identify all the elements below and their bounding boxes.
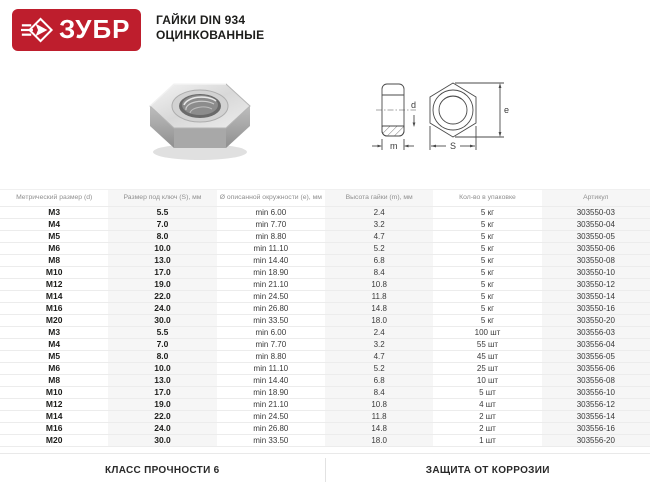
diagram-label-d: d bbox=[411, 100, 417, 110]
table-cell: 10.8 bbox=[325, 279, 433, 291]
footer bbox=[0, 453, 650, 486]
table-cell: min 8.80 bbox=[217, 351, 325, 363]
table-cell: min 33.50 bbox=[217, 435, 325, 447]
table-cell: 5 кг bbox=[433, 267, 541, 279]
table-cell: М16 bbox=[0, 303, 108, 315]
table-cell: 22.0 bbox=[108, 291, 216, 303]
table-cell: 19.0 bbox=[108, 399, 216, 411]
table-cell: 100 шт bbox=[433, 327, 541, 339]
table-cell: 303550-04 bbox=[542, 219, 650, 231]
table-cell: 5 кг bbox=[433, 303, 541, 315]
table-cell: 303550-05 bbox=[542, 231, 650, 243]
header bbox=[0, 0, 650, 60]
table-cell: 5 кг bbox=[433, 243, 541, 255]
table-cell: min 24.50 bbox=[217, 411, 325, 423]
table-cell: 5 кг bbox=[433, 291, 541, 303]
table-cell: 303550-03 bbox=[542, 207, 650, 219]
title-line-1: ГАЙКИ DIN 934 bbox=[156, 13, 246, 27]
table-cell: 5 кг bbox=[433, 315, 541, 327]
table-cell: 303550-20 bbox=[542, 315, 650, 327]
table-cell: min 8.80 bbox=[217, 231, 325, 243]
column-header: Высота гайки (m), мм bbox=[325, 190, 433, 207]
table-cell: min 24.50 bbox=[217, 291, 325, 303]
column-header: Размер под ключ (S), мм bbox=[108, 190, 216, 207]
zubr-logo bbox=[12, 9, 141, 51]
table-cell: М12 bbox=[0, 399, 108, 411]
table-cell: 303556-20 bbox=[542, 435, 650, 447]
table-cell: М6 bbox=[0, 243, 108, 255]
table-cell: М20 bbox=[0, 435, 108, 447]
footer-corrosion-protection: ЗАЩИТА ОТ КОРРОЗИИ bbox=[425, 464, 550, 476]
table-cell: М4 bbox=[0, 339, 108, 351]
table-cell: М8 bbox=[0, 375, 108, 387]
column-header: Артикул bbox=[542, 190, 650, 207]
table-cell: 5 шт bbox=[433, 387, 541, 399]
table-cell: min 11.10 bbox=[217, 363, 325, 375]
table-cell: 8.0 bbox=[108, 351, 216, 363]
table-row bbox=[0, 399, 650, 411]
table-row bbox=[0, 339, 650, 351]
table-cell: М3 bbox=[0, 207, 108, 219]
table-cell: 303556-08 bbox=[542, 375, 650, 387]
title-line-2: ОЦИНКОВАННЫЕ bbox=[156, 28, 265, 42]
table-cell: 1 шт bbox=[433, 435, 541, 447]
table-header-row bbox=[0, 190, 650, 207]
table-cell: 45 шт bbox=[433, 351, 541, 363]
table-head bbox=[0, 190, 650, 207]
table-row bbox=[0, 219, 650, 231]
table-cell: min 21.10 bbox=[217, 399, 325, 411]
table-cell: М14 bbox=[0, 291, 108, 303]
table-cell: 303556-03 bbox=[542, 327, 650, 339]
table-cell: М5 bbox=[0, 351, 108, 363]
table-cell: 4 шт bbox=[433, 399, 541, 411]
table-cell: 5.5 bbox=[108, 207, 216, 219]
arrow-diamond-icon bbox=[19, 13, 57, 47]
table-cell: 5 кг bbox=[433, 279, 541, 291]
table-row bbox=[0, 267, 650, 279]
table-cell: min 6.00 bbox=[217, 327, 325, 339]
table-cell: 303556-12 bbox=[542, 399, 650, 411]
table-cell: 30.0 bbox=[108, 315, 216, 327]
diagram-label-m: m bbox=[390, 141, 398, 151]
table-cell: М10 bbox=[0, 387, 108, 399]
table-cell: 4.7 bbox=[325, 351, 433, 363]
table-cell: 25 шт bbox=[433, 363, 541, 375]
table-cell: 24.0 bbox=[108, 423, 216, 435]
table-cell: М8 bbox=[0, 255, 108, 267]
table-row bbox=[0, 387, 650, 399]
table-row bbox=[0, 363, 650, 375]
table-cell: 24.0 bbox=[108, 303, 216, 315]
table-cell: 3.2 bbox=[325, 219, 433, 231]
table-cell: М10 bbox=[0, 267, 108, 279]
table-cell: min 26.80 bbox=[217, 423, 325, 435]
spec-table bbox=[0, 189, 650, 447]
table-row bbox=[0, 423, 650, 435]
table-cell: min 11.10 bbox=[217, 243, 325, 255]
table-row bbox=[0, 411, 650, 423]
table-cell: 303550-10 bbox=[542, 267, 650, 279]
table-cell: 5.2 bbox=[325, 363, 433, 375]
column-header: Ø описанной окружности (e), мм bbox=[217, 190, 325, 207]
table-cell: 55 шт bbox=[433, 339, 541, 351]
table-cell: 303550-14 bbox=[542, 291, 650, 303]
diagram-label-s: S bbox=[450, 141, 457, 151]
table-cell: 10.0 bbox=[108, 363, 216, 375]
nut-photo bbox=[140, 64, 260, 166]
table-body bbox=[0, 207, 650, 447]
table-cell: 303556-05 bbox=[542, 351, 650, 363]
table-row bbox=[0, 255, 650, 267]
table-row bbox=[0, 279, 650, 291]
table-cell: 14.8 bbox=[325, 423, 433, 435]
table-cell: М14 bbox=[0, 411, 108, 423]
table-cell: 2.4 bbox=[325, 327, 433, 339]
table-cell: 5 кг bbox=[433, 219, 541, 231]
table-cell: 8.4 bbox=[325, 387, 433, 399]
table-cell: min 6.00 bbox=[217, 207, 325, 219]
table-cell: 7.0 bbox=[108, 219, 216, 231]
table-cell: 17.0 bbox=[108, 267, 216, 279]
table-cell: 18.0 bbox=[325, 435, 433, 447]
table-row bbox=[0, 435, 650, 447]
column-header: Метрический размер (d) bbox=[0, 190, 108, 207]
table-row bbox=[0, 375, 650, 387]
table-cell: 6.8 bbox=[325, 375, 433, 387]
table-cell: 303550-12 bbox=[542, 279, 650, 291]
table-cell: 303556-14 bbox=[542, 411, 650, 423]
table-cell: 5 кг bbox=[433, 207, 541, 219]
table-cell: min 7.70 bbox=[217, 339, 325, 351]
table-cell: 11.8 bbox=[325, 291, 433, 303]
table-cell: 2 шт bbox=[433, 411, 541, 423]
table-cell: 5 кг bbox=[433, 231, 541, 243]
table-cell: min 26.80 bbox=[217, 303, 325, 315]
table-row bbox=[0, 207, 650, 219]
table-cell: 13.0 bbox=[108, 375, 216, 387]
table-cell: М12 bbox=[0, 279, 108, 291]
table-cell: 5 кг bbox=[433, 255, 541, 267]
table-cell: 10.8 bbox=[325, 399, 433, 411]
table-cell: min 18.90 bbox=[217, 387, 325, 399]
table-cell: 10 шт bbox=[433, 375, 541, 387]
table-cell: 303550-16 bbox=[542, 303, 650, 315]
table-cell: 7.0 bbox=[108, 339, 216, 351]
table-cell: М4 bbox=[0, 219, 108, 231]
table-cell: 303556-04 bbox=[542, 339, 650, 351]
table-cell: М5 bbox=[0, 231, 108, 243]
table-cell: 18.0 bbox=[325, 315, 433, 327]
table-row bbox=[0, 291, 650, 303]
nut-dimension-diagram bbox=[368, 70, 518, 164]
footer-strength-class: КЛАСС ПРОЧНОСТИ 6 bbox=[104, 464, 220, 476]
table-cell: 5.5 bbox=[108, 327, 216, 339]
table-cell: 17.0 bbox=[108, 387, 216, 399]
table-cell: 8.4 bbox=[325, 267, 433, 279]
table-cell: min 7.70 bbox=[217, 219, 325, 231]
table-cell: М16 bbox=[0, 423, 108, 435]
diagram-label-e: e bbox=[504, 105, 510, 115]
table-cell: min 18.90 bbox=[217, 267, 325, 279]
table-cell: М20 bbox=[0, 315, 108, 327]
table-cell: 22.0 bbox=[108, 411, 216, 423]
table-cell: 30.0 bbox=[108, 435, 216, 447]
table-row bbox=[0, 303, 650, 315]
table-cell: 13.0 bbox=[108, 255, 216, 267]
table-row bbox=[0, 351, 650, 363]
table-cell: 6.8 bbox=[325, 255, 433, 267]
table-cell: 3.2 bbox=[325, 339, 433, 351]
column-header: Кол-во в упаковке bbox=[433, 190, 541, 207]
table-row bbox=[0, 231, 650, 243]
table-cell: min 14.40 bbox=[217, 255, 325, 267]
table-cell: 2.4 bbox=[325, 207, 433, 219]
table-cell: 19.0 bbox=[108, 279, 216, 291]
table-cell: 10.0 bbox=[108, 243, 216, 255]
table-cell: 2 шт bbox=[433, 423, 541, 435]
table-cell: 14.8 bbox=[325, 303, 433, 315]
table-cell: min 21.10 bbox=[217, 279, 325, 291]
table-cell: 303556-06 bbox=[542, 363, 650, 375]
table-cell: 5.2 bbox=[325, 243, 433, 255]
table-cell: min 33.50 bbox=[217, 315, 325, 327]
table-cell: min 14.40 bbox=[217, 375, 325, 387]
table-cell: М3 bbox=[0, 327, 108, 339]
table-row bbox=[0, 327, 650, 339]
table-cell: 303556-10 bbox=[542, 387, 650, 399]
table-cell: 303550-08 bbox=[542, 255, 650, 267]
table-cell: 4.7 bbox=[325, 231, 433, 243]
table-cell: М6 bbox=[0, 363, 108, 375]
table-row bbox=[0, 315, 650, 327]
table-cell: 303556-16 bbox=[542, 423, 650, 435]
logo-text: ЗУБР bbox=[59, 14, 131, 44]
table-cell: 11.8 bbox=[325, 411, 433, 423]
page-title bbox=[156, 13, 264, 43]
table-cell: 8.0 bbox=[108, 231, 216, 243]
table-cell: 303550-06 bbox=[542, 243, 650, 255]
table-row bbox=[0, 243, 650, 255]
